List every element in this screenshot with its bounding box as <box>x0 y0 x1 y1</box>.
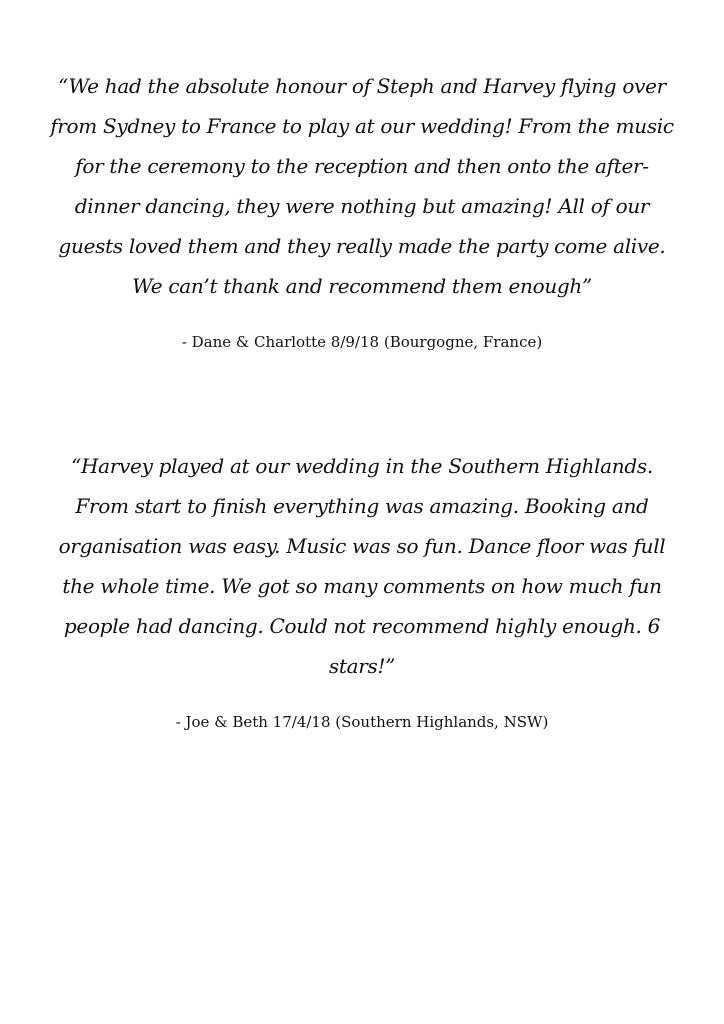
testimonial-author: - Joe & Beth 17/4/18 (Southern Highlands, NSW) <box>175 713 549 731</box>
testimonial-quote: “We had the absolute honour of Steph and Harvey flying over from Sydney to France to play at our wedding! From the music for the ceremony to the reception and then onto the after-dinner dancing, they were nothing but amazing! All of our guests loved them and they really made the party come alive. We can’t thank and recommend them enough” <box>50 74 674 298</box>
testimonial-author: - Dane & Charlotte 8/9/18 (Bourgogne, France) <box>181 333 543 351</box>
testimonial-quote: “Harvey played at our wedding in the Southern Highlands. From start to finish everything was amazing. Booking and organisation was easy. Music was so fun. Dance floor was full the whole time. We got so many comments on how much fun people had dancing. Could not recommend highly enough. 6 stars!” <box>58 454 666 678</box>
testimonial-joe-beth <box>50 446 674 732</box>
testimonial-dane-charlotte <box>50 66 674 352</box>
